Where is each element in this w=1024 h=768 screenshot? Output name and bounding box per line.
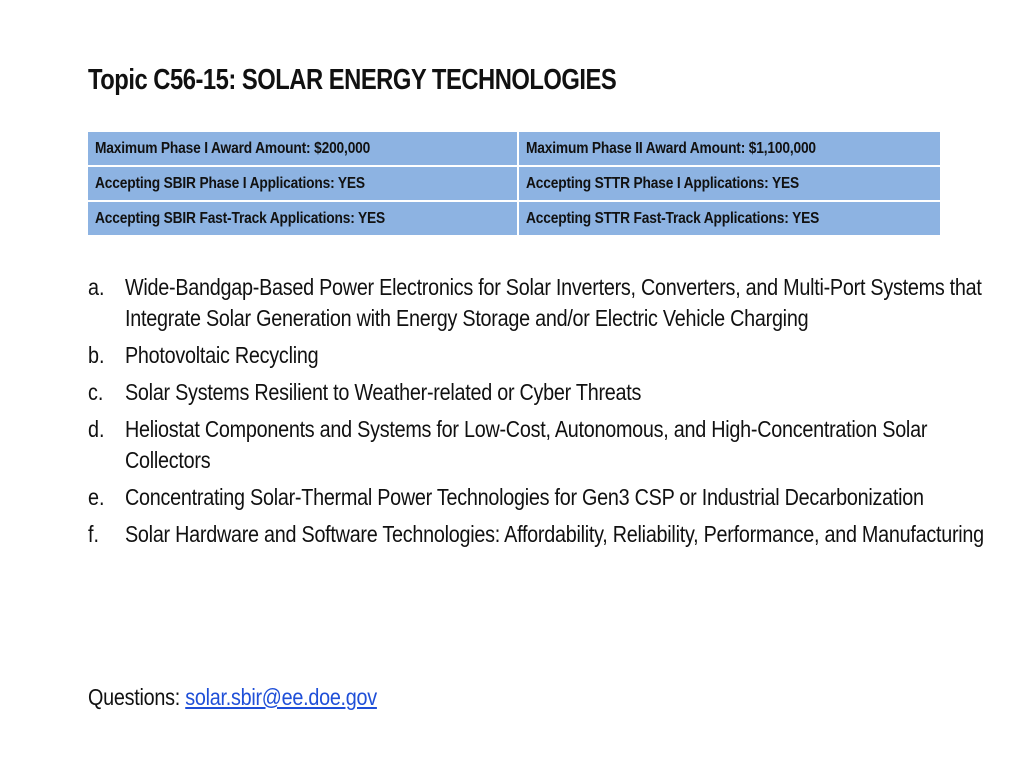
list-marker: a. — [88, 274, 105, 300]
list-item — [88, 482, 968, 513]
table-row — [87, 131, 941, 166]
list-item — [88, 272, 982, 334]
table-cell-sbir-phase1: Accepting SBIR Phase I Applications: YES — [87, 166, 518, 201]
award-info-table — [86, 130, 942, 237]
table-cell-sbir-fast-track: Accepting SBIR Fast-Track Applications: YES — [87, 201, 518, 236]
subtopic-text: Photovoltaic Recycling — [125, 342, 319, 368]
subtopic-list — [88, 272, 984, 556]
list-marker: b. — [88, 342, 105, 368]
table-cell-max-phase2-award: Maximum Phase II Award Amount: $1,100,000 — [518, 131, 941, 166]
subtopic-text: Concentrating Solar-Thermal Power Technologies for Gen3 CSP or Industrial Decarbonization — [125, 484, 924, 510]
list-marker: e. — [88, 484, 105, 510]
questions-label: Questions: — [88, 684, 180, 710]
list-marker: f. — [88, 521, 99, 547]
table-cell-sttr-phase1: Accepting STTR Phase I Applications: YES — [518, 166, 941, 201]
table-row — [87, 201, 941, 236]
list-item — [88, 519, 984, 550]
subtopic-text: Wide-Bandgap-Based Power Electronics for Solar Inverters, Converters, and Multi-Port Systems that Integrate Solar Generation with Energy Storage and/or Electric Vehicle Charging — [125, 274, 982, 331]
contact-email-link[interactable]: solar.sbir@ee.doe.gov — [185, 684, 377, 710]
list-marker: d. — [88, 416, 105, 442]
table-cell-max-phase1-award: Maximum Phase I Award Amount: $200,000 — [87, 131, 518, 166]
table-cell-sttr-fast-track: Accepting STTR Fast-Track Applications: YES — [518, 201, 941, 236]
table-row — [87, 166, 941, 201]
subtopic-text: Solar Systems Resilient to Weather-related or Cyber Threats — [125, 379, 642, 405]
subtopic-text: Solar Hardware and Software Technologies: Affordability, Reliability, Performance, and Manufacturing — [125, 521, 984, 547]
list-item — [88, 377, 968, 408]
list-marker: c. — [88, 379, 104, 405]
questions-line — [88, 684, 377, 711]
list-item — [88, 414, 968, 476]
page-title: Topic C56-15: SOLAR ENERGY TECHNOLOGIES — [88, 64, 617, 96]
subtopic-text: Heliostat Components and Systems for Low-Cost, Autonomous, and High-Concentration Solar Collectors — [125, 416, 928, 473]
list-item — [88, 340, 968, 371]
